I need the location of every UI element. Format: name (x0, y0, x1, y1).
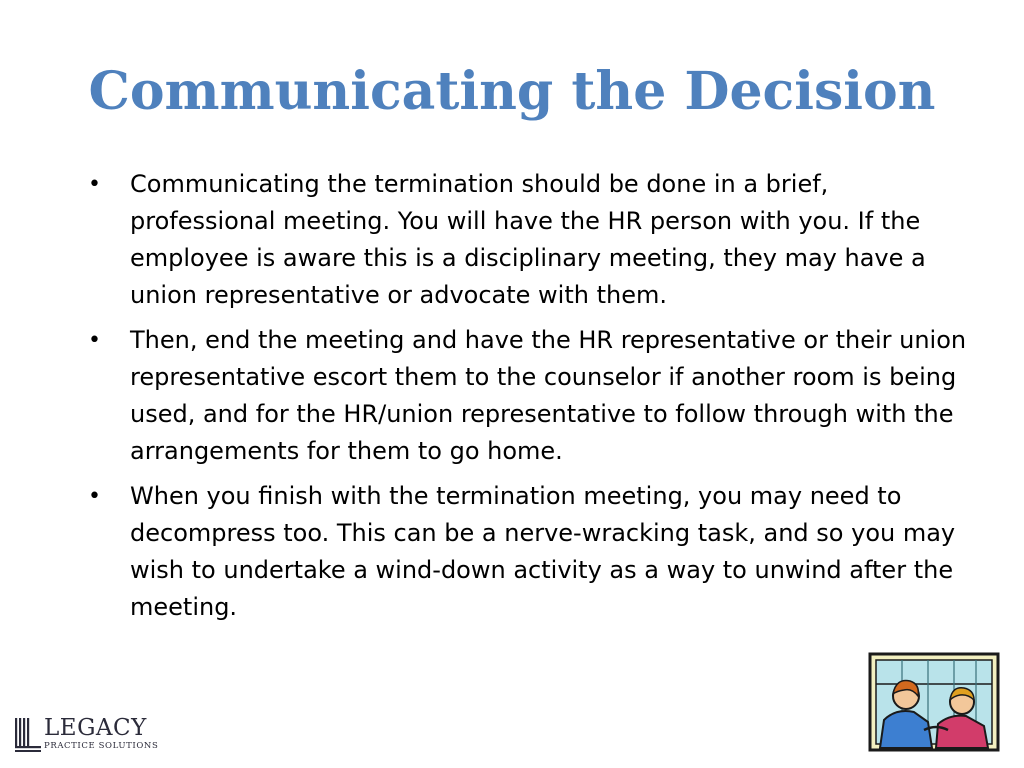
legacy-logo-icon (14, 716, 42, 752)
bullet-text: Communicating the termination should be done in a brief, professional meeting. You will have the HR person with you. If the employee is aware this is a disciplinary meeting, they may have a union representative or advocate with them. (130, 170, 926, 309)
bullet-symbol: • (88, 328, 101, 353)
meeting-people-clipart-icon (866, 650, 1002, 754)
slide-title: Communicating the Decision (88, 61, 936, 122)
bullet-symbol: • (88, 484, 101, 509)
logo-main-text: LEGACY (44, 715, 147, 742)
bullet-list (88, 166, 968, 634)
logo-text (44, 717, 158, 751)
bullet-item (88, 478, 968, 626)
bullet-text: Then, end the meeting and have the HR representative or their union representative escort them to the counselor if another room is being used, and for the HR/union representative to follow through with the arrangements for them to go home. (130, 326, 967, 465)
bullet-item (88, 166, 968, 314)
bullet-item (88, 322, 968, 470)
legacy-logo (14, 714, 158, 754)
bullet-text: When you finish with the termination meeting, you may need to decompress too. This can be a nerve-wracking task, and so you may wish to undertake a wind-down activity as a way to unwind after the meeting. (130, 482, 956, 621)
bullet-symbol: • (88, 172, 101, 197)
logo-sub-text: PRACTICE SOLUTIONS (44, 741, 159, 752)
